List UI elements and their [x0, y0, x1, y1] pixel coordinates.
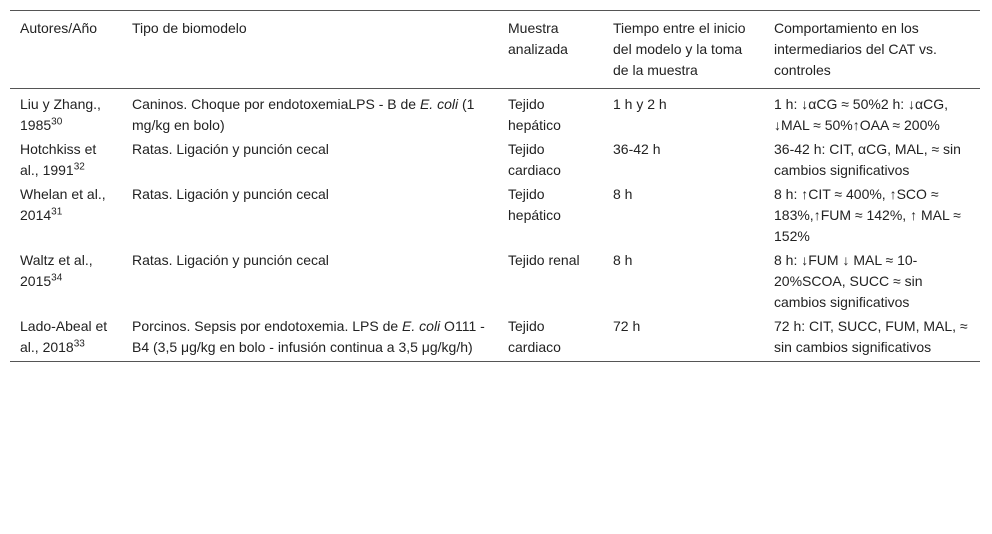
table-row — [10, 184, 980, 250]
table-header-row — [10, 11, 980, 89]
author-cell — [10, 89, 122, 140]
header-time: Tiempo entre el inicio del modelo y la toma de la muestra — [613, 20, 746, 78]
time-cell: 8 h — [613, 186, 633, 202]
table-row — [10, 316, 980, 362]
reference-number: 34 — [51, 272, 63, 284]
result-cell: 1 h: ↓αCG ≈ 50%2 h: ↓αCG, ↓MAL ≈ 50%↑OAA ≈ 200% — [774, 96, 949, 133]
header-sample: Muestra analizada — [508, 20, 568, 57]
biomodel-cell — [122, 139, 498, 184]
author-text: Waltz et al., 2015 — [20, 252, 93, 289]
sample-cell: Tejido hepático — [508, 186, 561, 223]
biomodel-cell — [122, 316, 498, 362]
table-row — [10, 139, 980, 184]
biomodel-text: Ratas. Ligación y punción cecal — [132, 141, 329, 157]
result-cell: 8 h: ↓FUM ↓ MAL ≈ 10-20%SCOA, SUCC ≈ sin cambios significativos — [774, 252, 923, 310]
header-result: Comportamiento en los intermediarios del CAT vs. controles — [774, 20, 937, 78]
results-table — [10, 10, 980, 362]
reference-number: 31 — [51, 206, 63, 218]
time-cell: 1 h y 2 h — [613, 96, 667, 112]
biomodel-text: Caninos. Choque por endotoxemiaLPS - B de — [132, 96, 420, 112]
biomodel-cell — [122, 89, 498, 140]
biomodel-text-cont: O111 - B4 (3,5 μg/kg en bolo - infusión continua a 3,5 μg/kg/h) — [132, 318, 485, 355]
author-text: Liu y Zhang., 1985 — [20, 96, 101, 133]
biomodel-cell — [122, 184, 498, 250]
reference-number: 32 — [73, 161, 85, 173]
biomodel-text-cont: (1 mg/kg en bolo) — [132, 96, 475, 133]
header-biomodel: Tipo de biomodelo — [132, 20, 247, 36]
reference-number: 33 — [73, 338, 85, 350]
species-name: E. coli — [419, 96, 459, 112]
biomodel-text: Ratas. Ligación y punción cecal — [132, 252, 329, 268]
table-row — [10, 89, 980, 140]
author-cell — [10, 250, 122, 316]
author-text: Hotchkiss et al., 1991 — [20, 141, 97, 178]
author-cell — [10, 184, 122, 250]
biomodel-text: Ratas. Ligación y punción cecal — [132, 186, 329, 202]
biomodel-text: Porcinos. Sepsis por endotoxemia. LPS de — [132, 318, 403, 334]
time-cell: 36-42 h — [613, 141, 661, 157]
result-cell: 36-42 h: CIT, αCG, MAL, ≈ sin cambios significativos — [774, 141, 961, 178]
result-cell: 8 h: ↑CIT ≈ 400%, ↑SCO ≈ 183%,↑FUM ≈ 142%, ↑ MAL ≈ 152% — [774, 186, 961, 244]
reference-number: 30 — [51, 116, 63, 128]
sample-cell: Tejido cardiaco — [508, 141, 561, 178]
species-name: E. coli — [402, 318, 441, 334]
result-cell: 72 h: CIT, SUCC, FUM, MAL, ≈ sin cambios significativos — [774, 318, 968, 355]
sample-cell: Tejido cardiaco — [508, 318, 561, 355]
author-cell — [10, 139, 122, 184]
biomodel-cell — [122, 250, 498, 316]
table-row — [10, 250, 980, 316]
sample-cell: Tejido hepático — [508, 96, 561, 133]
time-cell: 8 h — [613, 252, 633, 268]
author-cell — [10, 316, 122, 362]
author-text: Whelan et al., 2014 — [20, 186, 106, 223]
sample-cell: Tejido renal — [508, 252, 580, 268]
time-cell: 72 h — [613, 318, 641, 334]
author-text: Lado-Abeal et al., 2018 — [20, 318, 108, 355]
header-authors: Autores/Año — [20, 20, 98, 36]
